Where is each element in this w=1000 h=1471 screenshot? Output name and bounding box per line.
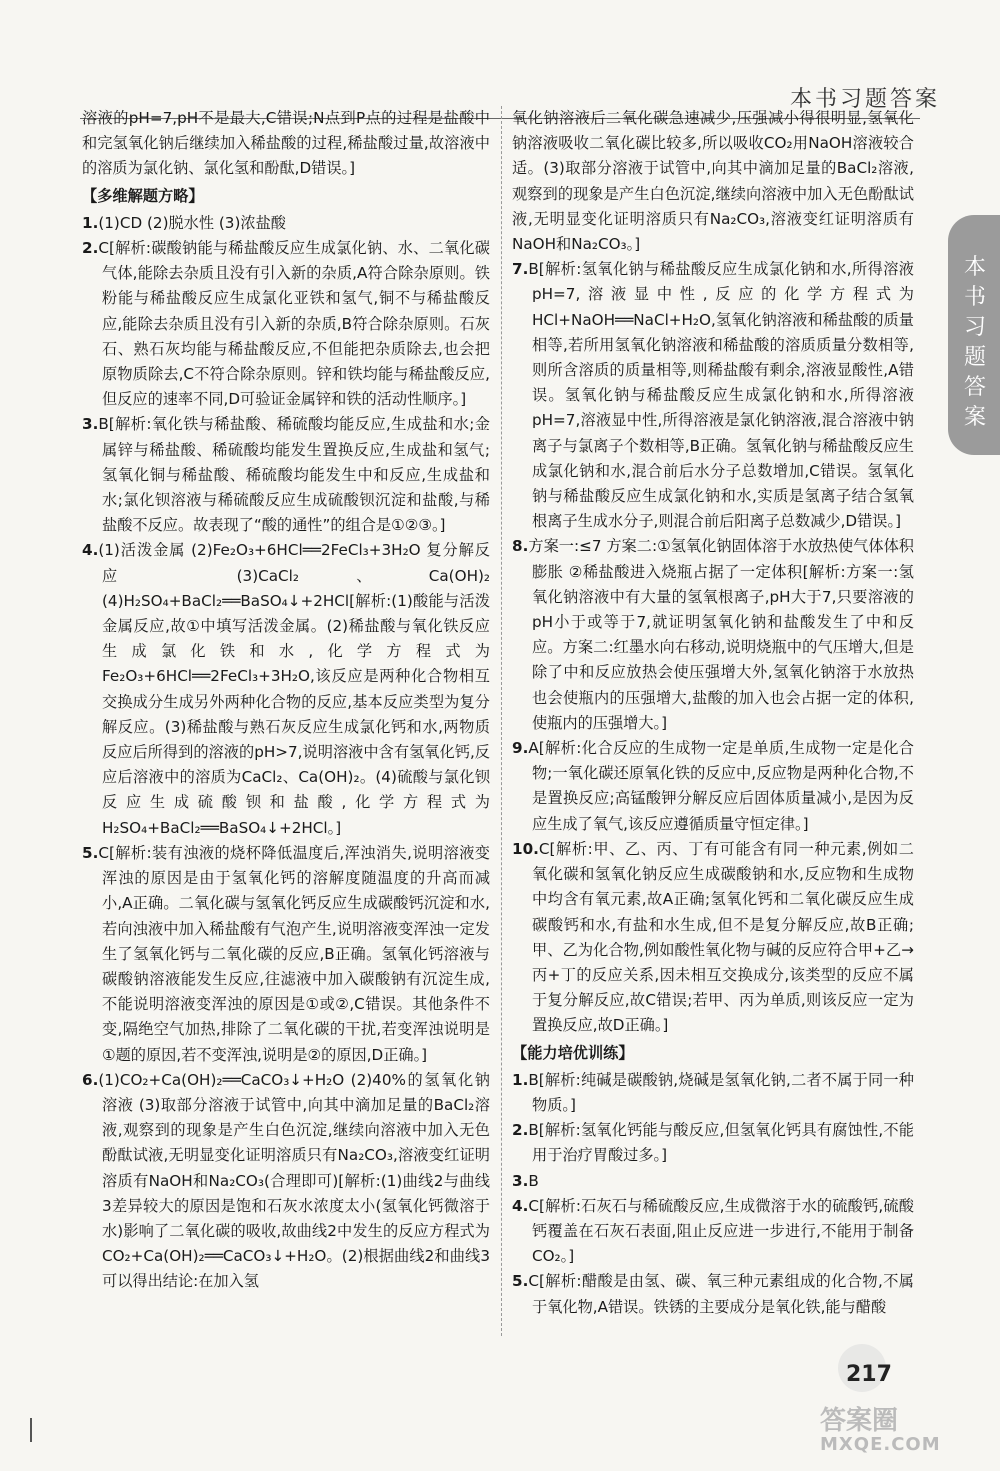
- item-number: 4.: [82, 541, 99, 560]
- continuation-paragraph: 氧化钠溶液后二氧化碳急速减少,压强减小得很明显,氢氧化钠溶液吸收二氧化碳比较多,所以吸收CO₂用NaOH溶液较合适。(3)取部分溶液于试管中,向其中滴加足量的BaCl₂溶液,观察到的现象是产生白色沉淀,继续向溶液中加入无色酚酞试液,无明显变化证明溶质只有Na₂CO₃,溶液变红证明溶质有NaOH和Na₂CO₃。]: [512, 109, 914, 254]
- item-number: 6.: [82, 1070, 99, 1089]
- page-number: 217: [846, 1362, 892, 1387]
- answer-item: [82, 236, 490, 412]
- right-column: [512, 106, 914, 1320]
- item-number: 2.: [512, 1121, 529, 1140]
- item-text: (1)CD (2)脱水性 (3)浓盐酸: [98, 213, 286, 232]
- item-text: C[解析:碳酸钠能与稀盐酸反应生成氯化钠、水、二氧化碳气体,能除去杂质且没有引入新的杂质,A符合除杂原则。铁粉能与稀盐酸反应生成氯化亚铁和氢气,铜不与稀盐酸反应,能除去杂质且没有引入新的杂质,B符合除杂原则。石灰石、熟石灰均能与稀盐酸反应,不但能把杂质除去,也会把原物质除去,C不符合除杂原则。锌和铁均能与稀盐酸反应,但反应的速率不同,D可验证金属锌和铁的活动性顺序。]: [98, 239, 490, 409]
- section-heading: 【多维解题方略】: [82, 186, 204, 205]
- item-number: 1.: [512, 1070, 529, 1089]
- item-text: 方案一:≤7 方案二:①氢氧化钠固体溶于水放热使气体体积膨胀 ②稀盐酸进入烧瓶占据了一定体积[解析:方案一:氢氧化钠溶液中有大量的氢氧根离子,pH大于7,只要溶液的pH小于或等于7,就证明氢氧化钠和盐酸发生了中和反应。方案二:红墨水向右移动,说明烧瓶中的气压增大,但是除了中和反应放热会使压强增大外,氢氧化钠溶于水放热也会使瓶内的压强增大,盐酸的加入也会占据一定的体积,使瓶内的压强增大。]: [528, 537, 914, 732]
- item-number: 10.: [512, 839, 539, 858]
- item-text: B[解析:氢氧化钙能与酸反应,但氢氧化钙具有腐蚀性,不能用于治疗胃酸过多。]: [528, 1121, 914, 1165]
- item-text: B[解析:氢氧化钠与稀盐酸反应生成氯化钠和水,所得溶液pH=7,溶液显中性,反应的化学方程式为HCl+NaOH══NaCl+H₂O,氢氧化钠溶液和稀盐酸的质量相等,若所用氢氧化钠溶液和稀盐酸的溶质质量分数相等,则所含溶质的质量相等,则稀盐酸有剩余,溶液显酸性,A错误。氢氧化钠与稀盐酸反应生成氯化钠和水,所得溶液pH=7,溶液显中性,所得溶液是氯化钠溶液,混合溶液中钠离子与氯离子个数相等,B正确。氢氧化钠与稀盐酸反应生成氯化钠和水,混合前后水分子总数增加,C错误。氢氧化钠与稀盐酸反应生成氯化钠和水,实质是氢离子结合氢氧根离子生成水分子,则混合前后阳离子总数减少,D错误。]: [528, 260, 914, 531]
- answer-item: [512, 736, 914, 837]
- answer-item: [512, 1269, 914, 1319]
- item-number: 7.: [512, 260, 529, 279]
- item-text: B[解析:纯碱是碳酸钠,烧碱是氢氧化钠,二者不属于同一种物质。]: [528, 1070, 914, 1114]
- answer-item: [512, 1194, 914, 1270]
- continuation-paragraph: 溶液的pH=7,pH不是最大,C错误;N点到P点的过程是盐酸中和完氢氧化钠后继续加入稀盐酸的过程,稀盐酸过量,故溶液中的溶质为氯化钠、氯化氢和酚酞,D错误。]: [82, 109, 490, 178]
- answer-item: [512, 1169, 914, 1194]
- side-tab: [948, 215, 1000, 455]
- item-text: B: [528, 1171, 539, 1190]
- item-text: (1)CO₂+Ca(OH)₂══CaCO₃↓+H₂O (2)40%的氢氧化钠溶液 (3)取部分溶液于试管中,向其中滴加足量的BaCl₂溶液,观察到的现象是产生白色沉淀,继续向溶液中加入无色酚酞试液,无明显变化证明溶质只有Na₂CO₃,溶液变红证明溶质有NaOH和Na₂CO₃(合理即可)[解析:(1)曲线2与曲线3差异较大的原因是饱和石灰水浓度太小(氢氧化钙微溶于水)影响了二氧化碳的吸收,故曲线2中发生的反应方程式为CO₂+Ca(OH)₂══CaCO₃↓+H₂O。(2)根据曲线2和曲线3可以得出结论:在加入氢: [98, 1070, 490, 1291]
- watermark-logo: [820, 1400, 980, 1460]
- answer-item: [82, 538, 490, 840]
- answer-item: [512, 534, 914, 736]
- item-number: 9.: [512, 739, 529, 758]
- answer-item: [82, 412, 490, 538]
- column-divider: [501, 106, 502, 1336]
- item-number: 3.: [512, 1171, 529, 1190]
- item-text: (1)活泼金属 (2)Fe₂O₃+6HCl══2FeCl₃+3H₂O 复分解反应 (3)CaCl₂、Ca(OH)₂ (4)H₂SO₄+BaCl₂══BaSO₄↓+2HCl[解析:(1)酸能与活泼金属反应,故①中填写活泼金属。(2)稀盐酸与氧化铁反应生成氯化铁和水,化学方程式为Fe₂O₃+6HCl══2FeCl₃+3H₂O,该反应是两种化合物相互交换成分生成另外两种化合物的反应,基本反应类型为复分解反应。(3)稀盐酸与熟石灰反应生成氯化钙和水,两物质反应后所得到的溶液的pH>7,说明溶液中含有氢氧化钙,反应后溶液中的溶质为CaCl₂、Ca(OH)₂。(4)硫酸与氯化钡反应生成硫酸钡和盐酸,化学方程式为H₂SO₄+BaCl₂══BaSO₄↓+2HCl。]: [98, 541, 490, 837]
- answer-item: [82, 211, 490, 236]
- item-text: C[解析:装有浊液的烧杯降低温度后,浑浊消失,说明溶液变浑浊的原因是由于氢氧化钙的溶解度随温度的升高而减小,A正确。二氧化碳与氢氧化钙反应生成碳酸钙沉淀和水,若向浊液中加入稀盐酸有气泡产生,说明溶液变浑浊一定发生了氢氧化钙与二氧化碳的反应,B正确。氢氧化钙溶液与碳酸钠溶液能发生反应,往滤液中加入碳酸钠有沉淀生成,不能说明溶液变浑浊的原因是①或②,C错误。其他条件不变,隔绝空气加热,排除了二氧化碳的干扰,若变浑浊说明是①题的原因,若不变浑浊,说明是②的原因,D正确。]: [98, 843, 490, 1064]
- item-number: 5.: [82, 843, 99, 862]
- side-tab-label: 本书习题答案: [963, 255, 986, 430]
- item-number: 3.: [82, 415, 99, 434]
- page-header: 本书习题答案: [790, 87, 941, 112]
- item-text: C[解析:醋酸是由氢、碳、氧三种元素组成的化合物,不属于氧化物,A错误。铁锈的主要成分是氧化铁,能与醋酸: [528, 1272, 914, 1316]
- item-text: C[解析:石灰石与稀硫酸反应,生成微溶于水的硫酸钙,硫酸钙覆盖在石灰石表面,阻止反应进一步进行,不能用于制备CO₂。]: [528, 1196, 914, 1266]
- item-number: 5.: [512, 1272, 529, 1291]
- answer-item: [512, 1118, 914, 1168]
- section-heading: 【能力培优训练】: [512, 1043, 634, 1062]
- margin-mark: [30, 1418, 32, 1442]
- left-column: [82, 106, 490, 1295]
- item-text: C[解析:甲、乙、丙、丁有可能含有同一种元素,例如二氧化碳和氢氧化钠反应生成碳酸钠和水,反应物和生成物中均含有氧元素,故A正确;氢氧化钙和二氧化碳反应生成碳酸钙和水,有盐和水生成,但不是复分解反应,故B正确;甲、乙为化合物,例如酸性氧化物与碱的反应符合甲+乙→丙+丁的反应关系,因未相互交换成分,该类型的反应不属于复分解反应,故C错误;若甲、丙为单质,则该反应一定为置换反应,故D正确。]: [532, 839, 914, 1035]
- watermark-line1: 答案圈: [820, 1406, 899, 1436]
- answer-item: [512, 1068, 914, 1118]
- answer-item: [512, 837, 914, 1039]
- answer-item: [82, 1068, 490, 1295]
- watermark-line2: MXQE.COM: [820, 1434, 941, 1455]
- item-text: B[解析:氧化铁与稀盐酸、稀硫酸均能反应,生成盐和水;金属锌与稀盐酸、稀硫酸均能发生置换反应,生成盐和氢气;氢氧化铜与稀盐酸、稀硫酸均能发生中和反应,生成盐和水;氯化钡溶液与稀硫酸反应生成硫酸钡沉淀和盐酸,与稀盐酸不反应。故表现了“酸的通性”的组合是①②③。]: [98, 415, 490, 535]
- item-number: 8.: [512, 537, 529, 556]
- answer-item: [512, 257, 914, 534]
- item-number: 2.: [82, 239, 99, 258]
- answer-item: [82, 841, 490, 1068]
- item-number: 1.: [82, 213, 99, 232]
- item-text: A[解析:化合反应的生成物一定是单质,生成物一定是化合物;一氧化碳还原氧化铁的反应中,反应物是两种化合物,不是置换反应;高锰酸钾分解反应后固体质量减小,是因为反应生成了氧气,该反应遵循质量守恒定律。]: [528, 739, 914, 833]
- item-number: 4.: [512, 1196, 529, 1215]
